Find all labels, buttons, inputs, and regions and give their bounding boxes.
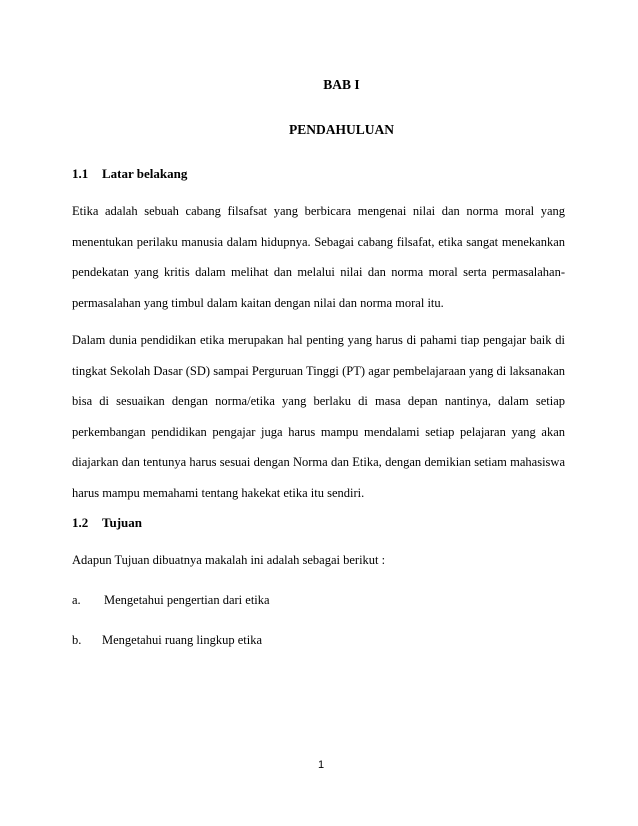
list-marker: a.	[72, 593, 81, 607]
list-marker: b.	[72, 633, 82, 647]
chapter-number: BAB I	[323, 77, 360, 92]
list-item-text: Mengetahui ruang lingkup etika	[102, 633, 263, 647]
section-number: 1.2	[72, 515, 89, 530]
paragraph-etika-pendidikan: Dalam dunia pendidikan etika merupakan hal penting yang harus di pahami tiap pengajar baik di tingkat Sekolah Dasar (SD) sampai Perguruan Tinggi (PT) agar pembelajaraan yang di laksanakan bisa di sesuaikan dengan norma/etika yang berlaku di masa depan nantinya, dalam setiap perkembangan pendidikan pengajar juga harus mampu mendalami setiap pelajaran yang akan diajarkan dan tentunya harus sesuai dengan Norma dan Etika, dengan demikian setiam mahasiswa harus mampu memahami tentang hakekat etika itu sendiri.	[72, 333, 565, 500]
section-number: 1.1	[72, 166, 89, 181]
section-title: Latar belakang	[102, 166, 188, 181]
tujuan-intro: Adapun Tujuan dibuatnya makalah ini adalah sebagai berikut :	[72, 553, 386, 567]
page-number: 1	[317, 759, 325, 771]
section-heading-latar-belakang	[72, 166, 187, 182]
section-title: Tujuan	[102, 515, 142, 530]
section-heading-tujuan	[72, 515, 142, 531]
list-item	[72, 633, 262, 648]
paragraph-etika-definition: Etika adalah sebuah cabang filsafsat yang berbicara mengenai nilai dan norma moral yang menentukan perilaku manusia dalam hidupnya. Sebagai cabang filsafat, etika sangat menekankan pendekatan yang kritis dalam melihat dan melalui nilai dan norma moral serta permasalahan-permasalahan yang timbul dalam kaitan dengan nilai dan norma moral itu.	[72, 204, 565, 310]
list-item-text: Mengetahui pengertian dari etika	[104, 593, 270, 607]
list-item	[72, 593, 270, 608]
chapter-title: PENDAHULUAN	[288, 122, 394, 137]
